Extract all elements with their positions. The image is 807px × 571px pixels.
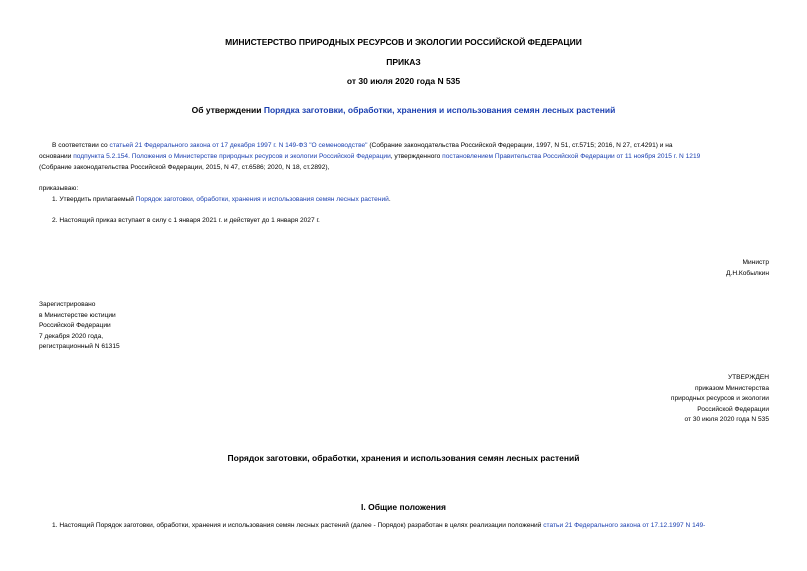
approved-line: природных ресурсов и экологии — [670, 395, 769, 402]
approved-line: приказом Министерства — [694, 384, 769, 392]
registration-line: Зарегистрировано — [39, 301, 96, 308]
appendix-title: Порядок заготовки, обработки, хранения и использования семян лесных растений — [227, 453, 580, 463]
order-prikazyvayu: приказываю: — [39, 185, 79, 192]
ministry-heading: МИНИСТЕРСТВО ПРИРОДНЫХ РЕСУРСОВ И ЭКОЛОГИИ РОССИЙСКОЙ ФЕДЕРАЦИИ — [225, 37, 582, 47]
registration-line: регистрационный N 61315 — [39, 343, 120, 350]
preamble-line-1 — [52, 141, 673, 152]
law-149-article-link[interactable]: статьи 21 Федерального закона от 17.12.1997 N 149- — [543, 522, 706, 529]
approved-line: УТВЕРЖДЕН — [727, 374, 769, 381]
preamble-text: , утвержденного — [390, 153, 443, 160]
order-item-1-suffix: . — [388, 196, 391, 203]
doc-title — [0, 105, 807, 115]
registration-line: 7 декабря 2020 года, — [39, 332, 104, 340]
registration-line: Российской Федерации — [39, 322, 111, 329]
appendix-item-1-text: 1. Настоящий Порядок заготовки, обработки, хранения и использования семян лесных растений (далее - Порядок) разработан в целях реализации положений — [52, 522, 544, 529]
doc-date-number: от 30 июля 2020 года N 535 — [346, 76, 461, 86]
regulation-link[interactable]: подпункта 5.2.154. Положения о Министерстве природных ресурсов и экологии Российской Федерации — [73, 153, 391, 160]
doc-title-link[interactable]: Порядка заготовки, обработки, хранения и использования семян лесных растений — [263, 105, 616, 115]
signatory-name: Д.Н.Кобылкин — [726, 270, 769, 277]
preamble-text: основании — [39, 153, 74, 160]
procedure-link[interactable]: Порядок заготовки, обработки, хранения и использования семян лесных растений — [135, 196, 389, 203]
preamble-line-2 — [39, 152, 700, 163]
order-item-1 — [52, 195, 391, 206]
order-item-2: 2. Настоящий приказ вступает в силу с 1 января 2021 г. и действует до 1 января 2027 г. — [52, 217, 320, 224]
signatory-position: Министр — [742, 259, 769, 266]
approved-line: от 30 июля 2020 года N 535 — [684, 416, 769, 423]
preamble-text: (Собрание законодательства Российской Федерации, 1997, N 51, ст.5715; 2016, N 27, ст.4291) и на — [367, 142, 673, 149]
preamble-line-3: (Собрание законодательства Российской Федерации, 2015, N 47, ст.6586; 2020, N 18, ст.2892), — [39, 164, 330, 171]
law-149-link[interactable]: статьей 21 Федерального закона от 17 декабря 1997 г. N 149-ФЗ "О семеноводстве" — [109, 142, 368, 149]
appendix-item-1 — [52, 521, 705, 532]
approved-block — [671, 373, 769, 426]
government-decree-link[interactable]: постановлением Правительства Российской Федерации от 11 ноября 2015 г. N 1219 — [442, 153, 701, 160]
doc-type-heading: ПРИКАЗ — [386, 57, 421, 67]
approved-line: Российской Федерации — [697, 405, 769, 413]
registration-block — [39, 300, 120, 353]
preamble-text: В соответствии со — [52, 142, 110, 149]
section-1-heading: I. Общие положения — [361, 502, 446, 512]
doc-title-prefix: Об утверждении — [191, 105, 264, 115]
order-item-1-text: 1. Утвердить прилагаемый — [52, 196, 136, 203]
registration-line: в Министерстве юстиции — [39, 311, 116, 319]
